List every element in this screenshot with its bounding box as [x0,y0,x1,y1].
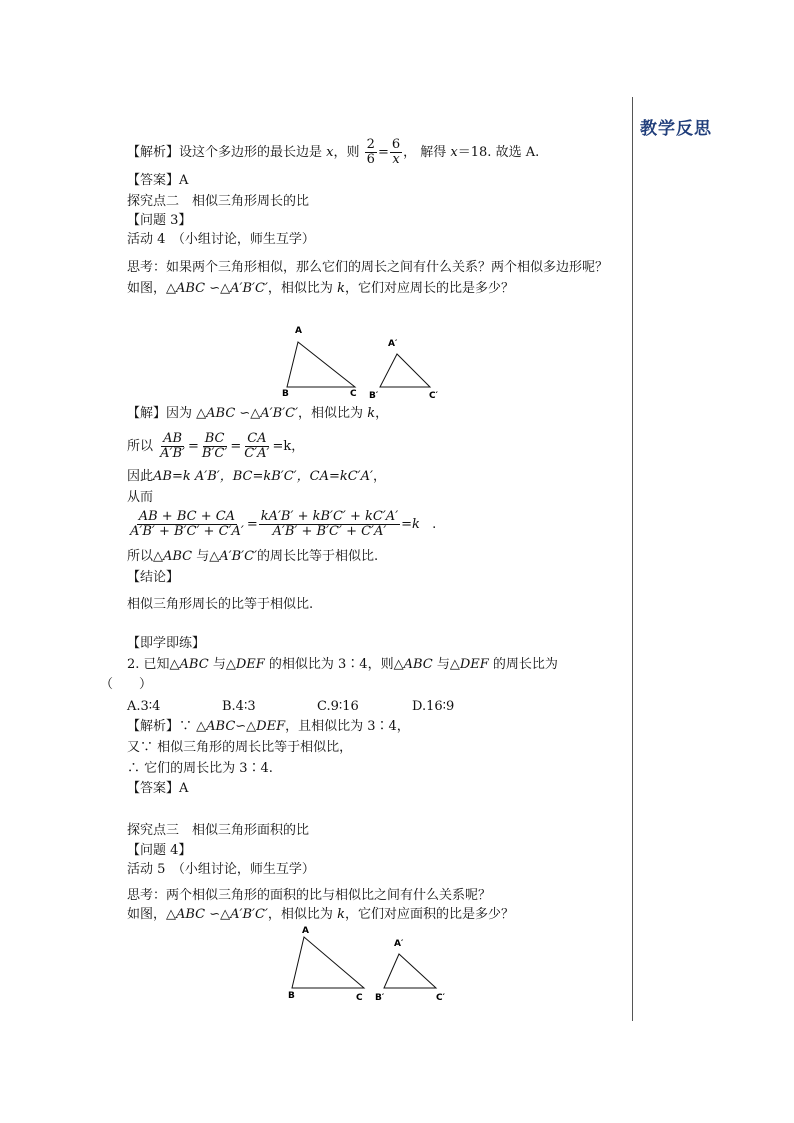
answer-parentheses: （ ） [100,677,153,692]
vertex-label-a-prime: A′ [388,339,398,349]
vertex-label-a: A [295,326,302,336]
vertex-label-c: C [350,389,357,399]
vertex-label-b: B [282,389,289,399]
practice-answer: 【答案】A [127,781,189,796]
solution-line-1: 【解】因为 △ABC ∽△A′B′C′，相似比为 k， [127,406,389,421]
thus-label: 从而 [127,490,154,505]
fraction-k-sum: $\frac{kA'B' + kB'C' + kC'A'}{A'B' + B'C' + C'A'}$ [260,509,399,539]
practice-question: 2. 已知△ABC 与△DEF 的相似比为 3∶4，则△ABC 与△DEF 的周长比为 [127,657,558,672]
option-b: B.4∶3 [222,699,256,714]
option-c: C.9∶16 [317,699,359,714]
practice-options [127,698,454,716]
activity-4-label: 活动 4 （小组讨论，师生互学） [127,232,315,247]
triangle-abc [287,342,355,387]
fraction-bc: $\frac{BC}{B'C'}$ [201,431,228,461]
problem-4-label: 【问题 4】 [127,843,192,858]
practice-analysis: 【解析】∵ △ABC∽△DEF，且相似比为 3∶4， [127,719,410,734]
conclusion-label: 【结论】 [127,570,180,585]
figure-intro-2: 如图，△ABC ∽△A′B′C′，相似比为 k，它们对应面积的比是多少？ [127,907,514,922]
fraction-2-6: $\frac{2}{6}$ [366,137,375,167]
vertex-label-c-prime: C′ [429,391,438,401]
vertex-label-a-prime-2: A′ [394,939,404,949]
therefore-line: 因此AB=k A′B′，BC=kB′C′，CA=kC′A′， [127,469,386,484]
triangle-figure-1 [280,324,450,404]
similar-triangles-diagram [280,324,450,404]
vertex-label-a-2: A [302,926,309,936]
fraction-ab: $\frac{AB}{A'B'}$ [160,431,186,461]
explore-point-3-heading: 探究点三 相似三角形面积的比 [127,823,310,838]
option-d: D.16∶9 [412,699,455,714]
vertex-label-c-prime-2: C′ [436,993,445,1003]
triangle-figure-2 [286,922,456,1004]
fraction-ca: $\frac{CA}{C'A'}$ [244,431,270,461]
triangle-a-prime-2 [384,954,436,988]
figure-intro-1: 如图，△ABC ∽△A′B′C′，相似比为 k，它们对应周长的比是多少？ [127,281,514,296]
think-question-2: 思考：两个相似三角形的面积的比与相似比之间有什么关系呢？ [127,888,492,903]
margin-divider [632,97,633,1021]
vertex-label-b-2: B [288,991,295,1001]
similar-triangles-diagram-2 [286,922,456,1004]
problem-3-label: 【问题 3】 [127,213,192,228]
ratio-equation: 所以 $\frac{AB}{A'B'}$ = $\frac{BC}{B'C'}$ = $\frac{CA}{C'A'}$ =k， [127,431,305,461]
triangle-abc-2 [292,937,364,988]
option-a: A.3∶4 [127,699,161,714]
conclusion-text: 相似三角形周长的比等于相似比. [127,597,314,612]
fraction-perimeter-sum: $\frac{AB + BC + CA}{A'B' + B'C' + C'A'}$ [130,509,244,539]
activity-5-label: 活动 5 （小组讨论，师生互学） [127,862,315,877]
practice-label: 【即学即练】 [127,636,206,651]
vertex-label-b-prime: B′ [369,391,379,401]
fraction-6-x: $\frac{6}{x}$ [391,137,401,167]
practice-therefore: ∴ 它们的周长比为 3∶4. [127,761,273,776]
teaching-reflection-title: 教学反思 [640,119,712,139]
think-question-1: 思考：如果两个三角形相似，那么它们的周长之间有什么关系？两个相似多边形呢？ [127,260,609,275]
vertex-label-c-2: C [356,993,363,1003]
conclusion-sentence: 所以△ABC 与△A′B′C′的周长比等于相似比. [127,549,379,564]
practice-because: 又∵ 相似三角形的周长比等于相似比， [127,740,353,755]
answer-1: 【答案】A [127,173,189,188]
vertex-label-b-prime-2: B′ [375,993,385,1003]
explore-point-2-heading: 探究点二 相似三角形周长的比 [127,194,310,209]
perimeter-ratio-equation: $\frac{AB + BC + CA}{A'B' + B'C' + C'A'}$ = $\frac{kA'B' + kB'C' + kC'A'}{A'B' + B'C' + C'A'}$ =k . [130,509,437,539]
triangle-a-prime [380,354,430,387]
analysis-line-1: 【解析】设这个多边形的最长边是 x，则 $\frac{2}{6}$ = $\frac{6}{x}$ ， 解得 x＝18. 故选 A. [127,137,540,167]
